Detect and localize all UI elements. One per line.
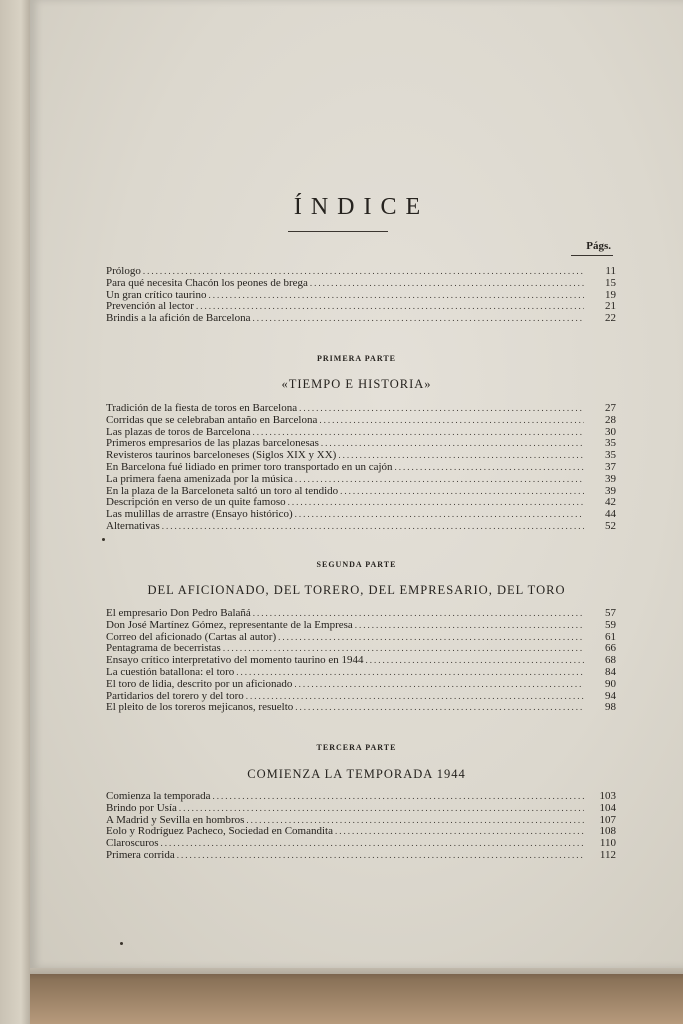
- toc-entry-title: Ensayo crítico interpretativo del momento taurino en 1944: [106, 654, 364, 667]
- toc-entry-page: 94: [605, 689, 616, 702]
- dot-leader: [162, 521, 584, 533]
- book-cover-edge: [0, 0, 30, 1024]
- toc-entry-title: Primeros empresarios de las plazas barcelonesas: [106, 437, 319, 450]
- dot-leader: [395, 462, 584, 474]
- toc-entry-page: 35: [605, 437, 616, 450]
- dot-leader: [321, 438, 584, 450]
- toc-entry-page: 98: [605, 701, 616, 714]
- toc-entry: [106, 278, 616, 290]
- ink-speck: [120, 942, 123, 945]
- toc-entry-title: Eolo y Rodríguez Pacheco, Sociedad en Comandita: [106, 825, 333, 838]
- toc-entry-page: 15: [605, 276, 616, 289]
- toc-entry-page: 68: [605, 654, 616, 667]
- toc-entry-title: El toro de lidia, descrito por un aficionado: [106, 677, 293, 690]
- toc-entry: [106, 509, 616, 521]
- dot-leader: [252, 313, 584, 325]
- toc-entry: [106, 826, 616, 838]
- part-2-title: DEL AFICIONADO, DEL TORERO, DEL EMPRESARIO, DEL TORO: [147, 583, 566, 597]
- toc-entry-title: Tradición de la fiesta de toros en Barcelona: [106, 402, 298, 414]
- toc-entry-title: Corridas que se celebraban antaño en Barcelona: [106, 413, 318, 426]
- dot-leader: [209, 290, 585, 302]
- index-page: [30, 0, 683, 968]
- toc-entry: [106, 415, 616, 427]
- toc-entry-title: Pentagrama de becerristas: [106, 642, 221, 655]
- toc-entry-title: Prevención al lector: [106, 300, 194, 313]
- page-title: ÍNDICE: [293, 194, 430, 220]
- toc-entry-title: El pleito de los toreros mejicanos, resuelto: [106, 701, 294, 714]
- ink-speck: [102, 538, 105, 541]
- toc-entry-page: 108: [599, 825, 616, 838]
- toc-entry-page: 103: [599, 790, 616, 802]
- dot-leader: [310, 278, 584, 290]
- toc-entry-page: 110: [599, 837, 616, 850]
- toc-entry-page: 104: [599, 801, 616, 814]
- toc-entry-title: Para qué necesita Chacón los peones de brega: [106, 276, 308, 289]
- toc-entry-page: 66: [605, 642, 616, 655]
- toc-entry-title: En Barcelona fué lidiado en primer toro transportado en un cajón: [106, 460, 393, 473]
- toc-entry-title: Brindis a la afición de Barcelona: [106, 312, 251, 325]
- toc-entry-page: 11: [605, 265, 616, 277]
- toc-entry-title: En la plaza de la Barceloneta saltó un toro al tendido: [106, 484, 339, 497]
- toc-entry-title: Comienza la temporada: [106, 790, 211, 802]
- toc-entry-page: 90: [605, 677, 616, 690]
- toc-entry-page: 30: [605, 425, 616, 438]
- toc-entry-title: Correo del aficionado (Cartas al autor): [106, 630, 277, 643]
- toc-entry-page: 27: [605, 402, 616, 414]
- dot-leader: [355, 620, 584, 632]
- toc-entry-title: Revisteros taurinos barceloneses (Siglos XIX y XX): [106, 449, 337, 462]
- toc-entry-title: Don José Martínez Gómez, representante de la Empresa: [106, 618, 353, 631]
- dot-leader: [288, 497, 584, 509]
- toc-entry-page: 28: [605, 413, 616, 426]
- toc-entry: [106, 803, 616, 815]
- dot-leader: [179, 803, 584, 815]
- toc-entry-title: La cuestión batallona: el toro: [106, 665, 235, 678]
- toc-entry-title: Un gran crítico taurino: [106, 288, 207, 301]
- dot-leader: [295, 474, 584, 486]
- toc-entry: [106, 702, 616, 714]
- toc-entry-title: Las mulillas de arrastre (Ensayo histórico): [106, 508, 293, 521]
- part-3-label: TERCERA PARTE: [316, 743, 397, 752]
- dot-leader: [295, 509, 584, 521]
- toc-entry-title: Prólogo: [106, 265, 141, 277]
- dot-leader: [196, 301, 584, 313]
- toc-entry-title: La primera faena amenizada por la música: [106, 472, 293, 485]
- toc-entry-page: 112: [599, 848, 616, 861]
- toc-entry-page: 35: [605, 449, 616, 462]
- toc-entry-title: Brindo por Usía: [106, 801, 177, 814]
- dot-leader: [335, 826, 584, 838]
- toc-entry: [106, 667, 616, 679]
- toc-entry-page: 107: [599, 813, 616, 826]
- toc-entry: [106, 313, 616, 325]
- toc-entry: [106, 521, 616, 533]
- dot-leader: [319, 415, 584, 427]
- toc-entry: [106, 838, 616, 850]
- part-1-title: «TIEMPO E HISTORIA»: [281, 377, 432, 391]
- toc-entry-page: 44: [605, 508, 616, 521]
- dot-leader: [295, 702, 584, 714]
- toc-entry: [106, 620, 616, 632]
- toc-entry: [106, 791, 616, 803]
- toc-entry: [106, 462, 616, 474]
- dot-leader: [294, 679, 584, 691]
- dot-leader: [366, 655, 584, 667]
- toc-entry-page: 37: [605, 460, 616, 473]
- toc-entry-title: Claroscuros: [106, 837, 159, 850]
- toc-entry: [106, 679, 616, 691]
- toc-entry-title: A Madrid y Sevilla en hombros: [106, 813, 245, 826]
- dot-leader: [278, 632, 584, 644]
- toc-entry-page: 84: [605, 665, 616, 678]
- toc-entry-page: 39: [605, 484, 616, 497]
- toc-entry-title: Primera corrida: [106, 848, 175, 861]
- dot-leader: [299, 403, 584, 415]
- toc-entry-page: 52: [605, 519, 616, 532]
- pages-header: Págs.: [586, 240, 611, 252]
- toc-entry-title: El empresario Don Pedro Balañá: [106, 607, 251, 619]
- toc-entry-title: Las plazas de toros de Barcelona: [106, 425, 251, 438]
- toc-entry-title: Partidarios del torero y del toro: [106, 689, 244, 702]
- toc-entry-title: Descripción en verso de un quite famoso: [106, 496, 286, 509]
- dot-leader: [212, 791, 584, 803]
- toc-entry-page: 57: [605, 607, 616, 619]
- part-2-entries: [106, 608, 616, 714]
- dot-leader: [236, 667, 584, 679]
- toc-entry-page: 42: [605, 496, 616, 509]
- part-1-label: PRIMERA PARTE: [316, 354, 396, 363]
- toc-entry-page: 59: [605, 618, 616, 631]
- toc-entry-title: Alternativas: [106, 519, 160, 532]
- title-underline: [288, 231, 388, 232]
- intro-entries: [106, 266, 616, 325]
- title-block: [30, 194, 683, 221]
- part-3-title: COMIENZA LA TEMPORADA 1944: [247, 767, 466, 781]
- dot-leader: [246, 691, 584, 703]
- toc-entry-page: 21: [605, 300, 616, 313]
- toc-entry-page: 19: [605, 288, 616, 301]
- toc-entry-page: 61: [605, 630, 616, 643]
- pages-header-underline: [571, 255, 613, 256]
- dot-leader: [340, 486, 584, 498]
- part-3-entries: [106, 791, 616, 862]
- toc-entry-page: 39: [605, 472, 616, 485]
- part-1-entries: [106, 403, 616, 533]
- toc-entry: [106, 850, 616, 862]
- dot-leader: [161, 838, 584, 850]
- toc-entry: [106, 474, 616, 486]
- toc-entry-page: 22: [605, 312, 616, 325]
- part-2-label: SEGUNDA PARTE: [316, 560, 397, 569]
- dot-leader: [177, 850, 584, 862]
